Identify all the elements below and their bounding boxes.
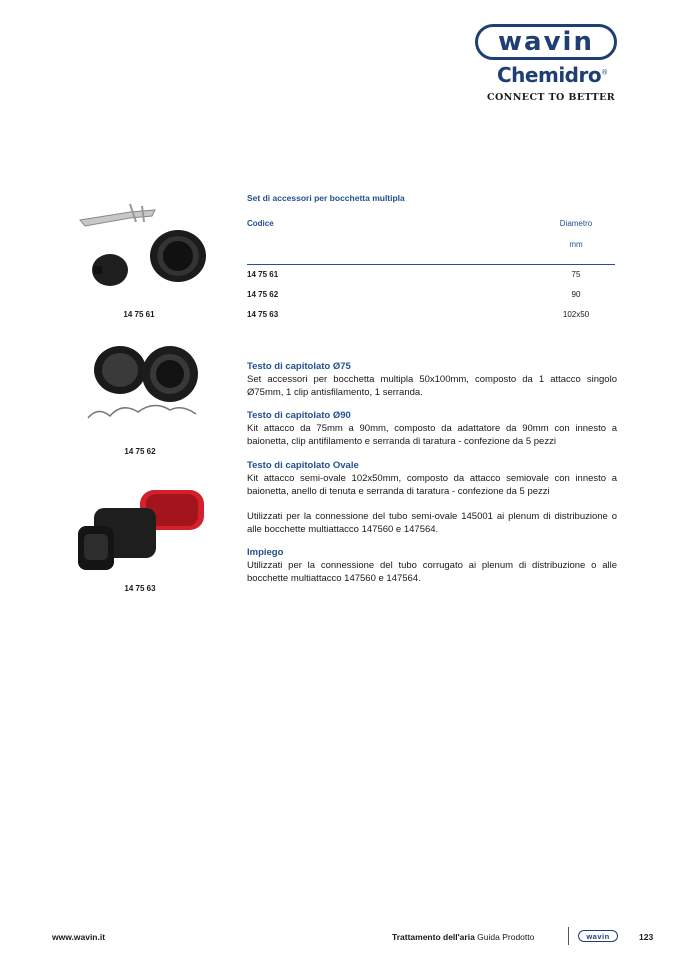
footer-doc-title-main: Trattamento dell'aria <box>392 932 475 942</box>
footer-divider <box>568 927 569 945</box>
table-row-diameter: 90 <box>571 290 581 299</box>
table-title: Set di accessori per bocchetta multipla <box>247 193 405 203</box>
column-header-unit: mm <box>569 240 583 249</box>
adapter-clip-illustration <box>78 338 208 442</box>
section-text: Kit attacco da 75mm a 90mm, composto da adattatore da 90mm con innesto a baionetta, clip antifilamento e serranda di taratura - confezione da 5 pezzi <box>247 423 617 447</box>
product-image-147561 <box>60 192 218 310</box>
product-code-label: 14 75 62 <box>124 447 156 456</box>
registered-mark: ® <box>601 68 608 77</box>
table-header-rule <box>247 264 615 265</box>
bracket-connector-illustration <box>60 192 218 310</box>
footer-logo-text: wavin <box>586 931 610 941</box>
table-row-code: 14 75 61 <box>247 270 279 279</box>
footer-doc-title <box>392 932 534 942</box>
semi-oval-connector-illustration <box>70 472 208 580</box>
section-heading: Testo di capitolato Ovale <box>247 460 359 471</box>
section-heading: Impiego <box>247 547 284 558</box>
section-heading: Testo di capitolato Ø90 <box>247 410 351 421</box>
section-text: Kit attacco semi-ovale 102x50mm, composto da attacco semiovale con innesto a baionetta, anello di tenuta e serranda di taratura - confezione da 5 pezzi <box>247 473 617 497</box>
chemidro-logo-text: Chemidro <box>497 63 602 87</box>
footer-doc-subtitle: Guida Prodotto <box>477 932 535 942</box>
product-code-label: 14 75 61 <box>123 310 155 319</box>
footer-wavin-logo <box>578 930 618 942</box>
section-note: Utilizzati per la connessione del tubo semi-ovale 145001 ai plenum di distribuzione o alle bocchette multiattacco 147560 e 147564. <box>247 511 617 535</box>
table-row-diameter: 75 <box>571 270 581 279</box>
section-text: Utilizzati per la connessione del tubo corrugato ai plenum di distribuzione o alle bocchette multiattacco 147560 e 147564. <box>247 560 617 584</box>
product-code-label: 14 75 63 <box>124 584 156 593</box>
column-header-diameter: Diametro <box>559 219 593 228</box>
product-image-147562 <box>78 338 208 442</box>
wavin-logo-text: wavin <box>498 27 594 57</box>
chemidro-logo <box>497 63 617 87</box>
product-image-147563 <box>70 472 208 580</box>
column-header-code: Codice <box>247 219 274 228</box>
page-number: 123 <box>639 932 654 942</box>
table-row-diameter: 102x50 <box>562 310 590 319</box>
table-row-code: 14 75 62 <box>247 290 279 299</box>
section-heading: Testo di capitolato Ø75 <box>247 361 351 372</box>
section-text: Set accessori per bocchetta multipla 50x100mm, composto da 1 attacco singolo Ø75mm, 1 clip antisfilamento, 1 serranda. <box>247 374 617 398</box>
footer-website-link[interactable]: www.wavin.it <box>52 932 106 942</box>
table-row-code: 14 75 63 <box>247 310 279 319</box>
brand-tagline: CONNECT TO BETTER <box>487 92 616 103</box>
wavin-logo <box>475 24 617 60</box>
